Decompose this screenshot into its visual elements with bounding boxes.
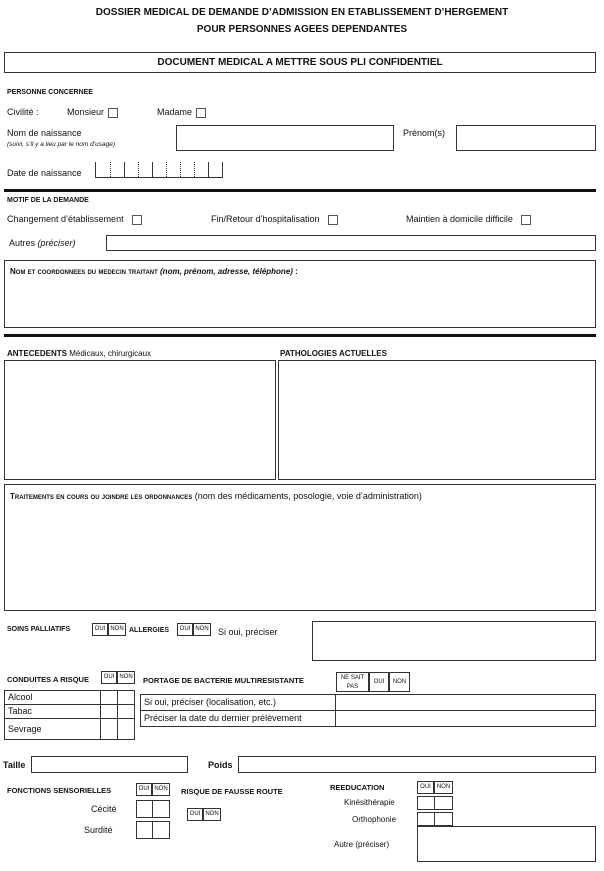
sevrage-oui-cell[interactable] xyxy=(100,718,118,740)
reeducation-oui-header: OUI xyxy=(417,781,434,794)
prenom-field[interactable] xyxy=(456,125,596,151)
section-personne: PERSONNE CONCERNEE xyxy=(7,89,93,96)
antecedents-label: ANTECEDENTS Médicaux, chirurgicaux xyxy=(7,349,152,358)
section-divider xyxy=(4,189,596,192)
form-title-line2: POUR PERSONNES AGEES DEPENDANTES xyxy=(196,24,408,35)
alcool-oui-cell[interactable] xyxy=(100,690,118,705)
conduite-row-sevrage xyxy=(4,718,101,740)
fonctions-non-header: NON xyxy=(152,783,170,796)
taille-field[interactable] xyxy=(31,756,188,773)
changement-label: Changement d’établissement xyxy=(7,214,124,224)
alcool-non-cell[interactable] xyxy=(117,690,135,705)
surdite-oui-cell[interactable] xyxy=(136,821,153,839)
madame-option[interactable] xyxy=(157,107,206,118)
prenom-label: Prénom(s) xyxy=(403,128,446,138)
date-naissance-label: Date de naissance xyxy=(7,168,82,178)
palliatifs-oui[interactable]: OUI xyxy=(92,623,108,636)
bacterie-date-field[interactable] xyxy=(335,710,596,727)
poids-field[interactable] xyxy=(238,756,596,773)
maintien-option[interactable] xyxy=(406,214,531,225)
fausse-route-oui[interactable]: OUI xyxy=(187,808,203,821)
form-title-line1: DOSSIER MEDICAL DE DEMANDE D’ADMISSION EN ETABLISSEMENT D’HERGEMENT xyxy=(95,7,509,18)
reeducation-non-header: NON xyxy=(434,781,453,794)
civilite-label: Civilité : xyxy=(7,107,39,117)
madame-label: Madame xyxy=(157,107,193,117)
bacterie-date-row xyxy=(140,710,336,727)
conduite-row-tabac xyxy=(4,704,101,719)
sevrage-non-cell[interactable] xyxy=(117,718,135,740)
autres-field[interactable] xyxy=(106,235,596,251)
fausse-route-label: RISQUE DE FAUSSE ROUTE xyxy=(181,787,283,796)
conduites-non-header: NON xyxy=(117,671,135,684)
ortho-label: Orthophonie xyxy=(352,815,397,824)
cecite-label: Cécité xyxy=(91,804,117,814)
maintien-label: Maintien à domicile difficile xyxy=(406,214,513,224)
fin-retour-label: Fin/Retour d’hospitalisation xyxy=(211,214,320,224)
bacterie-oui[interactable]: OUI xyxy=(369,672,389,692)
confidential-banner xyxy=(4,52,596,73)
conduites-risque-label: CONDUITES A RISQUE xyxy=(7,675,89,684)
bacterie-label: PORTAGE DE BACTERIE MULTIRESISTANTE xyxy=(143,676,304,685)
reeducation-autre-field[interactable] xyxy=(417,826,596,862)
autres-label: Autres (préciser) xyxy=(9,238,76,248)
changement-option[interactable] xyxy=(7,214,142,225)
bacterie-localisation-row xyxy=(140,694,336,711)
fonctions-sensorielles-label: FONCTIONS SENSORIELLES xyxy=(7,786,112,795)
allergies-si-oui-label: Si oui, préciser xyxy=(218,627,278,637)
monsieur-option[interactable] xyxy=(67,107,118,118)
taille-label: Taille xyxy=(3,760,26,770)
nom-naissance-note: (suivi, s’il y a lieu par le nom d’usage) xyxy=(7,141,116,148)
conduite-label: Tabac xyxy=(8,706,33,716)
antecedents-field[interactable] xyxy=(4,360,276,480)
medecin-traitant-field[interactable] xyxy=(4,260,596,328)
bacterie-ne-sait-pas[interactable]: NE SAIT PAS xyxy=(336,672,369,692)
reeducation-autre-label: Autre (préciser) xyxy=(334,840,390,849)
nom-naissance-field[interactable] xyxy=(176,125,394,151)
fonctions-oui-header: OUI xyxy=(136,783,152,796)
nom-naissance-label: Nom de naissance xyxy=(7,128,82,138)
palliatifs-non[interactable]: NON xyxy=(108,623,126,636)
surdite-non-cell[interactable] xyxy=(152,821,170,839)
conduite-label: Sevrage xyxy=(8,724,42,734)
ortho-oui-cell[interactable] xyxy=(417,812,435,826)
medecin-traitant-label: Nom et coordonnees du medecin traitant (nom, prénom, adresse, téléphone) : xyxy=(10,267,298,276)
kine-label: Kinésithérapie xyxy=(344,798,395,807)
maintien-checkbox[interactable] xyxy=(521,215,531,225)
traitements-field[interactable] xyxy=(4,484,596,611)
monsieur-label: Monsieur xyxy=(67,107,105,117)
allergies-preciser-field[interactable] xyxy=(312,621,596,661)
bacterie-date-label: Préciser la date du dernier prélèvement xyxy=(144,713,302,723)
allergies-non[interactable]: NON xyxy=(193,623,211,636)
pathologies-label: PATHOLOGIES ACTUELLES xyxy=(280,349,387,358)
fin-retour-checkbox[interactable] xyxy=(328,215,338,225)
ortho-non-cell[interactable] xyxy=(434,812,453,826)
bacterie-non[interactable]: NON xyxy=(389,672,410,692)
reeducation-label: REEDUCATION xyxy=(330,783,385,792)
conduite-label: Alcool xyxy=(8,692,33,702)
monsieur-checkbox[interactable] xyxy=(108,108,118,118)
banner-text: DOCUMENT MEDICAL A METTRE SOUS PLI CONFIDENTIEL xyxy=(157,57,443,68)
pathologies-field[interactable] xyxy=(278,360,596,480)
conduites-oui-header: OUI xyxy=(101,671,117,684)
section-motif: MOTIF DE LA DEMANDE xyxy=(7,197,89,204)
bacterie-localisation-field[interactable] xyxy=(335,694,596,711)
poids-label: Poids xyxy=(208,760,233,770)
bacterie-localisation-label: Si oui, préciser (localisation, etc.) xyxy=(144,697,277,707)
tabac-non-cell[interactable] xyxy=(117,704,135,719)
kine-non-cell[interactable] xyxy=(434,796,453,810)
surdite-label: Surdité xyxy=(84,825,113,835)
date-naissance-field[interactable] xyxy=(95,162,223,178)
conduite-row-alcool xyxy=(4,690,101,705)
tabac-oui-cell[interactable] xyxy=(100,704,118,719)
kine-oui-cell[interactable] xyxy=(417,796,435,810)
section-divider-2 xyxy=(4,334,596,337)
soins-palliatifs-label: SOINS PALLIATIFS xyxy=(7,626,71,633)
allergies-oui[interactable]: OUI xyxy=(177,623,193,636)
fausse-route-non[interactable]: NON xyxy=(203,808,221,821)
traitements-label: Traitements en cours ou joindre les ordonnances (nom des médicaments, posologie, voie d’administration) xyxy=(10,491,422,501)
cecite-oui-cell[interactable] xyxy=(136,800,153,818)
madame-checkbox[interactable] xyxy=(196,108,206,118)
fin-retour-option[interactable] xyxy=(211,214,338,225)
changement-checkbox[interactable] xyxy=(132,215,142,225)
cecite-non-cell[interactable] xyxy=(152,800,170,818)
allergies-label: ALLERGIES xyxy=(129,627,170,634)
